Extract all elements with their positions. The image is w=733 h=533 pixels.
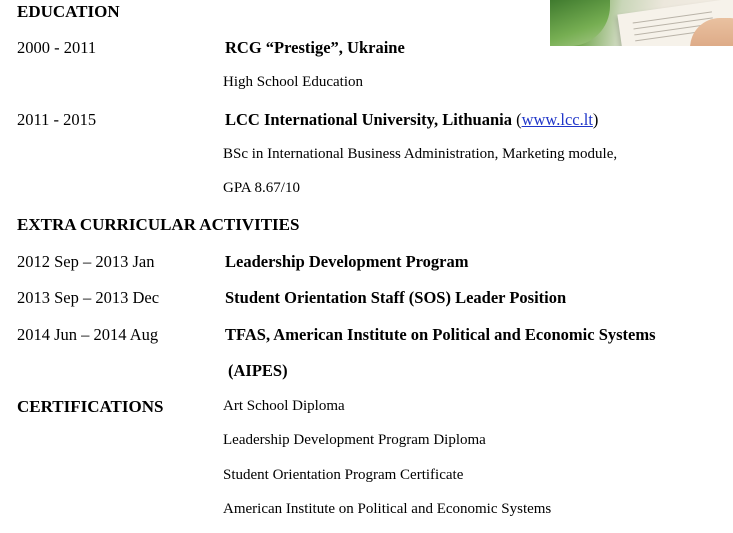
education-date-2: 2011 - 2015 xyxy=(17,110,97,129)
photo-sleeve xyxy=(550,0,610,46)
activity-title-3-continued: (AIPES) xyxy=(228,361,288,380)
extracurricular-heading: EXTRA CURRICULAR ACTIVITIES xyxy=(17,215,300,234)
education-detail-2: BSc in International Business Administration, Marketing module, xyxy=(223,146,618,162)
education-detail-1: High School Education xyxy=(223,74,363,90)
activity-title-2: Student Orientation Staff (SOS) Leader Position xyxy=(225,288,567,307)
education-heading: EDUCATION xyxy=(17,2,120,21)
education-detail-3: GPA 8.67/10 xyxy=(223,180,300,196)
activity-title-1: Leadership Development Program xyxy=(225,252,469,271)
university-name: LCC International University, Lithuania xyxy=(225,110,512,129)
cv-photo xyxy=(550,0,733,46)
link-open-paren: ( xyxy=(516,110,522,129)
certification-item-4: American Institute on Political and Economic Systems xyxy=(223,501,552,517)
activity-date-2: 2013 Sep – 2013 Dec xyxy=(17,288,160,307)
certification-item-1: Art School Diploma xyxy=(223,398,345,414)
certification-item-2: Leadership Development Program Diploma xyxy=(223,432,486,448)
activity-title-3: TFAS, American Institute on Political and Economic Systems xyxy=(225,325,656,344)
activity-date-1: 2012 Sep – 2013 Jan xyxy=(17,252,155,271)
link-close-paren: ) xyxy=(592,110,599,129)
education-title-1: RCG “Prestige”, Ukraine xyxy=(225,38,405,57)
education-date-1: 2000 - 2011 xyxy=(17,38,97,57)
certifications-heading: CERTIFICATIONS xyxy=(17,397,164,416)
education-title-2 xyxy=(225,110,598,130)
activity-date-3: 2014 Jun – 2014 Aug xyxy=(17,325,159,344)
university-website-link[interactable]: www.lcc.lt xyxy=(521,110,593,129)
certification-item-3: Student Orientation Program Certificate xyxy=(223,467,464,483)
